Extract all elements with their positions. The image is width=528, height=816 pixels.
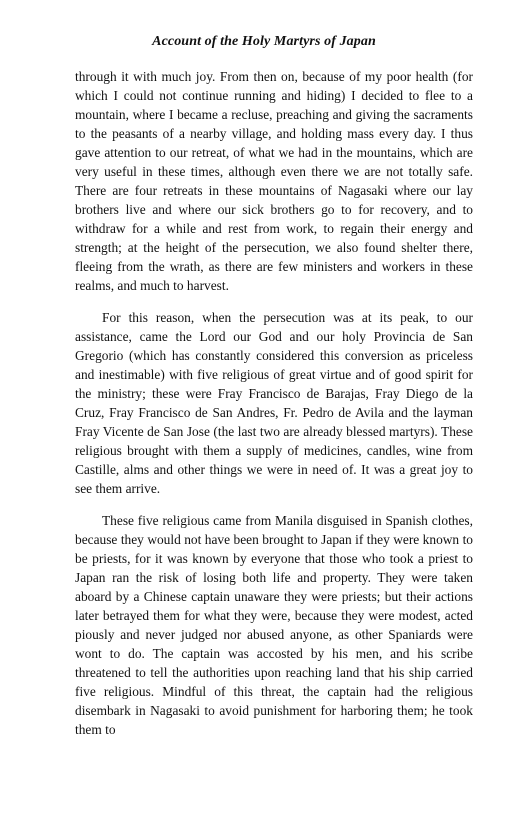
paragraph-3: These five religious came from Manila disguised in Spanish clothes, because they would not have been brought to Japan if they were known to be priests, for it was known by everyone that those who took a priest to Japan ran the risk of losing both life and property. They were taken aboard by a Chinese captain unaware they were priests; but their actions later betrayed them for what they were, because they were modest, acted piously and never judged nor abused anyone, as other Spaniards were wont to do. The captain was accosted by his men, and his scribe threatened to tell the authorities upon reaching land that his ship carried five religious. Mindful of this threat, the captain had the religious disembark in Nagasaki to avoid punishment for harboring them; he took them to xyxy=(75,513,473,737)
body-text xyxy=(75,67,473,739)
paragraph-1: through it with much joy. From then on, because of my poor health (for which I could not continue running and hiding) I decided to flee to a mountain, where I became a recluse, preaching and giving the sacraments to the peasants of a nearby village, and holding mass every day. I thus gave attention to our retreat, of what we had in the mountains, which are very useful in these times, although even there we are not totally safe. There are four retreats in these mountains of Nagasaki where our lay brothers live and where our sick brothers go to for recovery, and to withdraw for a while and rest from work, to regain their energy and strength; at the height of the persecution, we also found shelter there, fleeing from the wrath, as there are few ministers and workers in these realms, and much to harvest. xyxy=(75,69,473,293)
running-head: Account of the Holy Martyrs of Japan xyxy=(152,34,376,49)
paragraph-2: For this reason, when the persecution was at its peak, to our assistance, came the Lord our God and our holy Provincia de San Gregorio (which has constantly considered this conversion as priceless and inestimable) with five religious of great virtue and of good spirit for the ministry; these were Fray Francisco de Barajas, Fray Diego de la Cruz, Fray Francisco de San Andres, Fr. Pedro de Avila and the layman Fray Vicente de San Jose (the last two are already blessed martyrs). These religious brought with them a supply of medicines, candles, wine from Castille, alms and other things we were in need of. It was a great joy to see them arrive. xyxy=(75,310,473,496)
